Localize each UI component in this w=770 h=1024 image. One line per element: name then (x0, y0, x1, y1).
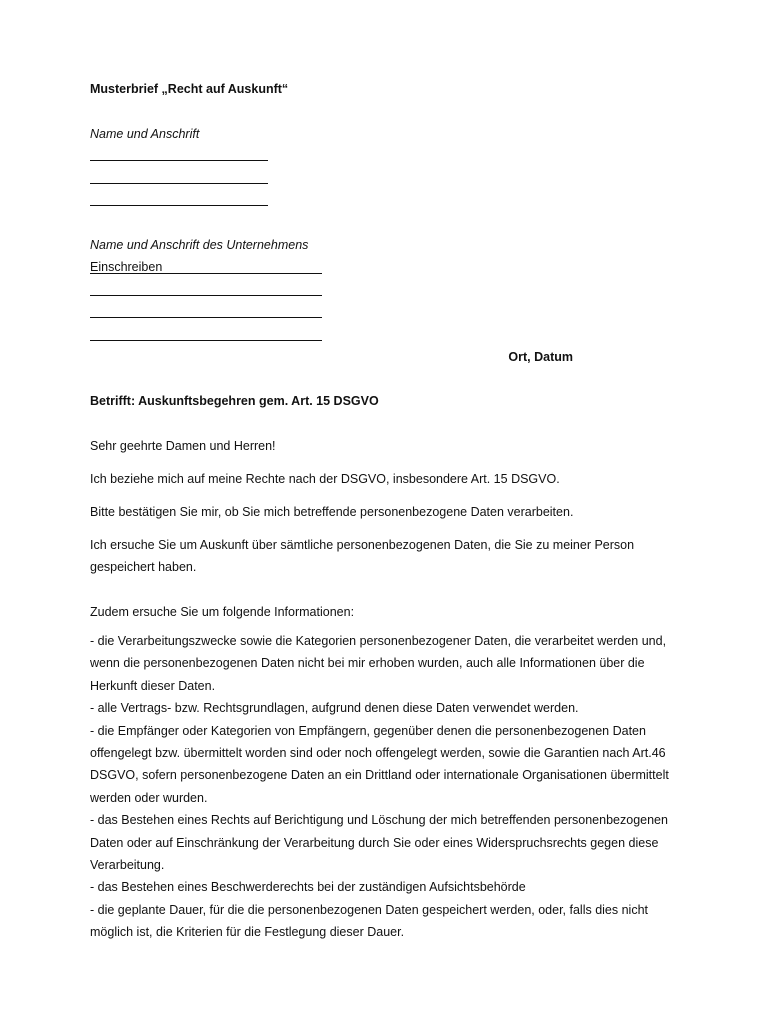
place-date: Ort, Datum (508, 350, 573, 364)
list-item: - die Empfänger oder Kategorien von Empfängern, gegenüber denen die personenbezogenen Daten offengelegt bzw. übermittelt worden sind oder noch offengelegt werden, sowie die Garantien nach Art.46 DSGVO, sofern personenbezogene Daten an ein Drittland oder internationale Organisationen übermittelt werden oder wurden. (90, 723, 669, 805)
sender-label: Name und Anschrift (90, 127, 200, 141)
recipient-line-2 (90, 295, 322, 296)
list-item: - die geplante Dauer, für die die personenbezogenen Daten gespeichert werden, oder, falls dies nicht möglich ist, die Kriterien für die Festlegung dieser Dauer. (90, 902, 649, 940)
salutation: Sehr geehrte Damen und Herren! (90, 439, 276, 453)
body-paragraph: Zudem ersuche Sie um folgende Informationen: (90, 605, 355, 619)
sender-line-2 (90, 183, 268, 184)
info-list (90, 630, 680, 944)
recipient-line-4 (90, 340, 322, 341)
body-paragraph: Ich ersuche Sie um Auskunft über sämtliche personenbezogenen Daten, die Sie zu meiner Person gespeichert haben. (90, 538, 635, 575)
body-paragraph: Ich beziehe mich auf meine Rechte nach der DSGVO, insbesondere Art. 15 DSGVO. (90, 472, 560, 486)
list-item: - das Bestehen eines Beschwerderechts bei der zuständigen Aufsichtsbehörde (90, 880, 526, 895)
list-item: - alle Vertrags- bzw. Rechtsgrundlagen, aufgrund denen diese Daten verwendet werden. (90, 701, 579, 716)
sender-line-3 (90, 205, 268, 206)
sender-line-1 (90, 160, 268, 161)
recipient-line-3 (90, 317, 322, 318)
subject-line: Betrifft: Auskunftsbegehren gem. Art. 15 DSGVO (90, 394, 379, 408)
recipient-label: Name und Anschrift des Unternehmens (90, 238, 309, 252)
list-item: - das Bestehen eines Rechts auf Berichtigung und Löschung der mich betreffenden personenbezogenen Daten oder auf Einschränkung der Verarbeitung durch Sie oder eines Widerspruchsrechts gegen diese Verarbeitung. (90, 813, 668, 873)
registered-mail-label: Einschreiben (90, 260, 163, 274)
body-paragraph: Bitte bestätigen Sie mir, ob Sie mich betreffende personenbezogene Daten verarbeiten. (90, 505, 574, 519)
recipient-line-1 (90, 273, 322, 274)
letter-title: Musterbrief „Recht auf Auskunft“ (90, 82, 289, 96)
list-item: - die Verarbeitungszwecke sowie die Kategorien personenbezogener Daten, die verarbeitet werden und, wenn die personenbezogenen Daten nicht bei mir erhoben wurden, auch alle Informationen über die Herkunft dieser Daten. (90, 634, 667, 693)
